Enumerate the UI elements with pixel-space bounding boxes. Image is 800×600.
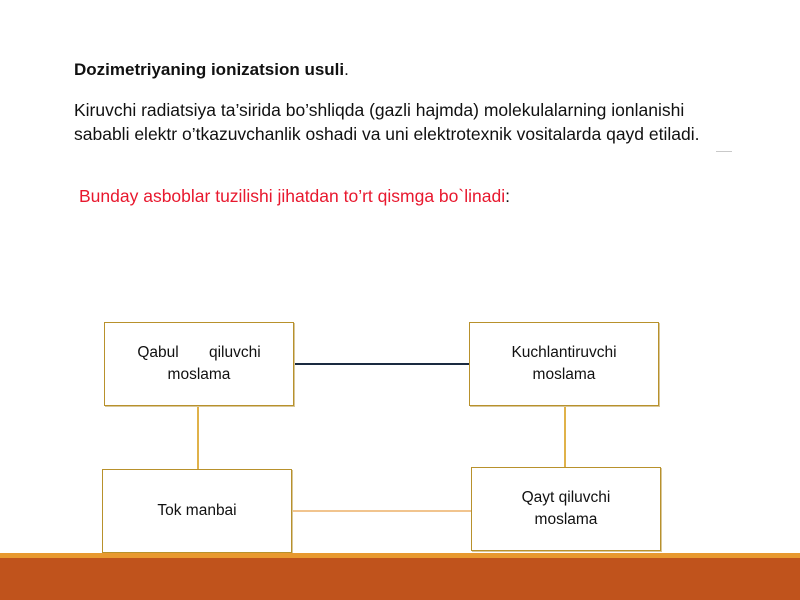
decorative-dash	[716, 151, 732, 152]
box-qayt-line1: Qayt qiluvchi	[521, 489, 611, 506]
slide-title-text: Dozimetriyaning ionizatsion usuli	[74, 60, 345, 79]
box-kuchlantiruvchi-line1: Kuchlantiruvchi	[511, 344, 617, 361]
box-qabul-qiluvchi	[104, 322, 294, 406]
box-tok-line1: Tok manbai	[157, 502, 237, 519]
highlight-text	[79, 186, 510, 207]
box-kuchlantiruvchi	[469, 322, 659, 406]
box-qabul-line2: moslama	[167, 366, 231, 383]
box-qabul-line1: Qabul qiluvchi	[137, 344, 261, 361]
connector-qabul-kuchlantiruvchi	[293, 363, 469, 365]
box-qayt-line2: moslama	[534, 511, 598, 528]
connector-tok-qayt	[291, 510, 471, 512]
box-kuchlantiruvchi-line2: moslama	[532, 366, 596, 383]
box-tok-manbai	[102, 469, 292, 553]
footer-bar	[0, 558, 800, 600]
box-qayt-qiluvchi	[471, 467, 661, 551]
connector-qabul-tok	[197, 405, 199, 469]
slide-body-text: Kiruvchi radiatsiya ta’sirida bo’shliqda (gazli hajmda) molekulalarning ionlanishi sababli elektr o’tkazuvchanlik oshadi va uni elektrotexnik vositalarda qayd etiladi.	[74, 100, 700, 144]
highlight-text-content: Bunday asboblar tuzilishi jihatdan to’rt qismga bo`linadi	[79, 186, 506, 206]
connector-kuchlantiruvchi-qayt	[564, 405, 566, 467]
slide-title-period: .	[344, 60, 349, 79]
highlight-colon: :	[505, 186, 510, 206]
slide-title	[74, 60, 349, 80]
